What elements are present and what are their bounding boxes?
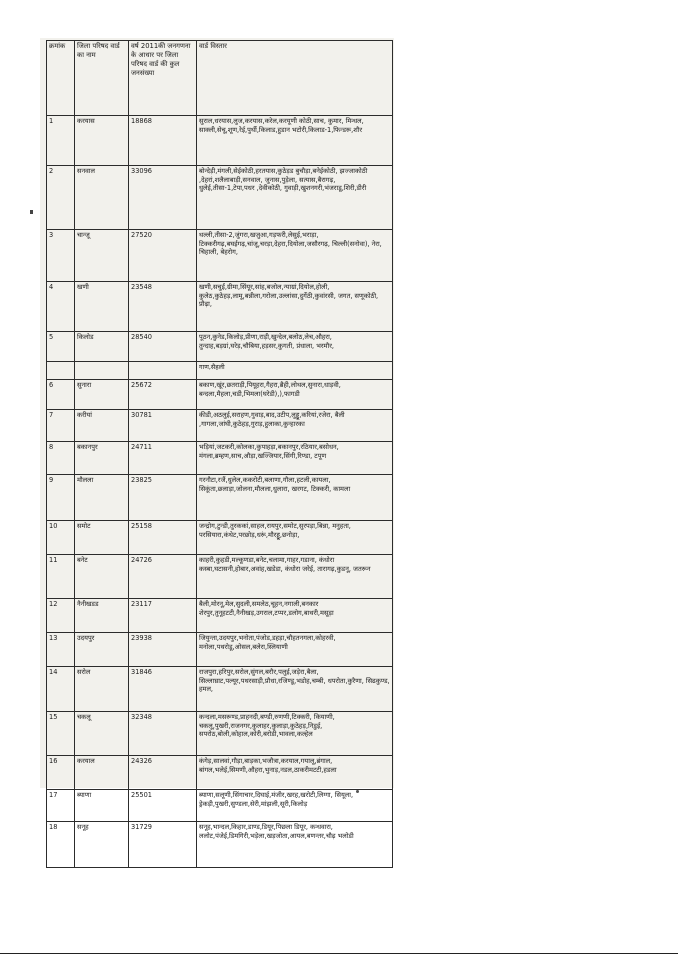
ward-name: करयास — [75, 116, 129, 166]
ward-population: 23825 — [129, 475, 197, 521]
ward-name: बनेट — [75, 555, 129, 599]
ward-name: चकलू — [75, 712, 129, 756]
table-row — [47, 555, 393, 599]
ward-extent: सनूह,भान्दल,किहार,डाण्ड,डियूर,पिछला डियूर, कन्धवारा, ललोट,पंजेई,डिमगिरी,भड़ेला,खड़जोता,आयल,बणन्तर,चौढ़ भलोडी — [197, 822, 393, 868]
ward-serial: 3 — [47, 230, 75, 282]
ward-extent: बकाण,खूंर,छतराड़ी,पियूहरा,गैहरा,ब्रैही,लोथल,सुनारा,धाड़वी, बन्दला,मैहला,चडी,भिमला(घरेडी),),फागडी — [197, 380, 393, 410]
ward-extent: सुराल,धरयास,लुज,करयास,करेल,करयूणी कोठी,साच, कुमार, मिन्धल, साक्ली,सेचू,शूण,रेई,पुर्थी,किलाड,हुडान भटोरी,किलाड-1,फिन्डरू,शौर — [197, 116, 393, 166]
table-row — [47, 790, 393, 822]
ward-extent: बोन्देड़ी,मंगली,सेईकोठी,हरतयास,कुठेड़ड बुचौड़ा,बनेईकोठी, झज्जाकोठी ,देहरां,शलैलाबाड़ी,सनवाल, जुनास,पुड़ेला, सत्यास,बैरागढ़, धुलेई,तीसा-1,टेपा,पधर ,देवीकोठी, गुवाड़ी,खुशनगरी,भंजराडू,शिरी,डीरी — [197, 166, 393, 230]
ward-population: 28540 — [129, 332, 197, 362]
ward-serial: 7 — [47, 410, 75, 442]
table-row — [47, 116, 393, 166]
ward-extent: थल्ली,तीसा-2,जुंगरा,खजुआ,गड़फरी,लेसुई,भराड़ा, टिक्करीगढ़,बघईगढ़,चांजू,चरड़ा,देहरा,दियोला,जसौरगढ़, चिल्ली(सनोवा), नेरा, चिहाली, बेहरोग, — [197, 230, 393, 282]
ward-extent: जियुन्ता,उदयपुर,भनोता,पंजोड,डहड़ा,चौहतनगला,कोहरवी, मनोला,पथरोडू,ओसल,बलेरा,स्लियाणी — [197, 633, 393, 667]
ward-name: सनवाल — [75, 166, 129, 230]
ward-serial: 11 — [47, 555, 75, 599]
table-row — [47, 166, 393, 230]
header-serial: क्रमांक — [47, 41, 75, 116]
table-row — [47, 230, 393, 282]
ward-population: 23548 — [129, 282, 197, 332]
ward-population: 18868 — [129, 116, 197, 166]
ward-serial: 12 — [47, 599, 75, 633]
table-row — [47, 599, 393, 633]
ward-name: सरोल — [75, 667, 129, 712]
ward-serial: 10 — [47, 521, 75, 555]
ward-population: 24726 — [129, 555, 197, 599]
ward-population: 25158 — [129, 521, 197, 555]
ward-population: 24326 — [129, 756, 197, 790]
scan-mark — [30, 210, 33, 214]
ward-population: 33096 — [129, 166, 197, 230]
table-row — [47, 380, 393, 410]
table-header-row — [47, 41, 393, 116]
ward-serial: 1 — [47, 116, 75, 166]
ward-serial: 18 — [47, 822, 75, 868]
ward-population: 23938 — [129, 633, 197, 667]
table-row — [47, 475, 393, 521]
table-row — [47, 442, 393, 475]
ward-extent: जन्द्रोग,टुन्डी,तुरककां,साहल,रायपुर,समोट,सुरपड़ा,बिन्ना, मनुहता, परसियारा,कंथेट,परछोड़,धरूं,मौरड्डू,छनोड़ा, — [197, 521, 393, 555]
table-row — [47, 667, 393, 712]
ward-serial: 6 — [47, 380, 75, 410]
ward-population: 23117 — [129, 599, 197, 633]
ward-name: समोट — [75, 521, 129, 555]
ward-name: चान्जू — [75, 230, 129, 282]
ward-serial: 2 — [47, 166, 75, 230]
table-row — [47, 712, 393, 756]
ward-extent: पूठन,कुनेड,किलोड़,प्रीणा,राड़ी,खुन्देल,बलोठ,लेच,औहरा, तुन्दाह,बड़ग्रां,घरेड़,चौबिया,हड़सर,कुगती, प्रंधाला, भरमौर, — [197, 332, 393, 362]
table-row — [47, 521, 393, 555]
ward-table — [46, 40, 393, 868]
scan-dot — [356, 790, 359, 793]
ward-name: सुनारा — [75, 380, 129, 410]
ward-extent: राजपुरा,हरिपुर,सरोल,सुंगल,बरौर,पलुई,जड़ेरा,बैला, सिल्लाघ्राट,पल्यूर,पथरसाड़ी,प्रौधा,रजिण्डू,भडोह,चम्बी, धपरोता,कुरैणा, सिढकुण्ड, हमल, — [197, 667, 393, 712]
ward-population — [129, 362, 197, 380]
ward-name: बकानपुर — [75, 442, 129, 475]
table-row — [47, 822, 393, 868]
header-population: वर्ष 2011की जनगणना के आधार पर जिला परिषद वार्ड की कुल जनसंख्या — [129, 41, 197, 116]
ward-serial: 16 — [47, 756, 75, 790]
ward-extent: भड़ियां,जटकरी,कोलका,कुपाहड़ा,बकानपुर,रठियार,बसोधन, मंगला,ब्रम्हण,साच,औड़ा,खज्जियार,सिंगी,रिण्डा, टपूण — [197, 442, 393, 475]
ward-extent: कंगेड़,सालवां,गौड़ा,बाड़का,भजौत्रा,करयाल,गयालू,ब्रंगाल, बांगल,भलेई,सिमणी,औहरा,भुनाड़,नडल,ठाकरीमटटी,हडला — [197, 756, 393, 790]
ward-population: 25672 — [129, 380, 197, 410]
ward-name: किलोड — [75, 332, 129, 362]
table-row — [47, 633, 393, 667]
header-ward-name: जिला परिषद वार्ड का नाम — [75, 41, 129, 116]
ward-extent: खणी,सचुईं,ग्रीमा,सिंयूर,सांह,बजोल,न्याग्रां,दियोल,होली, कुलेठ,कुठेहड़,लामू,बन्नीला,गरोला,उल्लांसा,दुर्गेठी,कुवांरसी, जगत, सणूकोठी, प्रौढ़ा, — [197, 282, 393, 332]
ward-name: सनूह — [75, 822, 129, 868]
ward-name: मौलला — [75, 475, 129, 521]
ward-extent: गाण,सैहली — [197, 362, 393, 380]
ward-serial: 17 — [47, 790, 75, 822]
table-row — [47, 410, 393, 442]
ward-extent: काहरी,कुहडी,मल्कूणडा,बनेट,चलामा,गाहर,गडाना, कंधोरा कस्बा,घटासनी,होबार,अवांह,खडेडा, कंधोरा जरेई, तारागढ़,कुडनू, जतरून — [197, 555, 393, 599]
ward-name: करयाल — [75, 756, 129, 790]
ward-extent: बैली,मोरनू,मेल,सुदली,समलेठ,चूहन,नगाली,बनकार शेरपुर,तुनूहटटी,नैनीखड़,उगराल,टप्पर,डलोग,बाथरी,मसूड़ा — [197, 599, 393, 633]
ward-name: खणी — [75, 282, 129, 332]
ward-population: 31729 — [129, 822, 197, 868]
ward-population: 31846 — [129, 667, 197, 712]
ward-name: उदयपुर — [75, 633, 129, 667]
ward-serial: 9 — [47, 475, 75, 521]
table-row — [47, 332, 393, 362]
ward-table-body — [47, 116, 393, 868]
page-bottom-rule — [0, 953, 678, 954]
ward-population: 30781 — [129, 410, 197, 442]
ward-serial: 15 — [47, 712, 75, 756]
ward-population: 32348 — [129, 712, 197, 756]
ward-population: 24711 — [129, 442, 197, 475]
ward-serial: 8 — [47, 442, 75, 475]
table-row — [47, 756, 393, 790]
table-row — [47, 362, 393, 380]
ward-name: करीयां — [75, 410, 129, 442]
ward-serial: 4 — [47, 282, 75, 332]
ward-name: ब्याणा — [75, 790, 129, 822]
ward-name — [75, 362, 129, 380]
ward-extent: कीडी,अठलुई,सराहण,गुवाड़,बाद,उटीप,लुड्डू,करियां,रजेरा, बैली ,गागला,जांघी,कुठेहड़,गुराड़,हुलाका,कुन्हारका — [197, 410, 393, 442]
header-extent: वार्ड विस्तार — [197, 41, 393, 116]
ward-serial: 13 — [47, 633, 75, 667]
ward-extent: कन्दला,मसरूण्ड,प्राहनदी,बण्डी,रुणणी,टिक्करी, कियाणी, चकलू,पुखरी,राजनगर,कुलाहर,कुलाड़ा,कुठेहड़,निडुई, सपरोठ,बोली,कोहाल,कोरी,बरोडी,भावला,कल्हेल — [197, 712, 393, 756]
ward-extent: ब्याणा,सलूणी,सिंगाचार,दिघाई,मंजीर,खरह,खरोटी,लिग्गा, सियूला, ड्रेकड़ी,पुखरी,सुण्डला,सेरी,मांझली,सूरी,किलोड़ — [197, 790, 393, 822]
ward-name: नैनीखडड — [75, 599, 129, 633]
ward-population: 25501 — [129, 790, 197, 822]
ward-serial — [47, 362, 75, 380]
ward-serial: 14 — [47, 667, 75, 712]
ward-serial: 5 — [47, 332, 75, 362]
ward-population: 27520 — [129, 230, 197, 282]
table-row — [47, 282, 393, 332]
ward-extent: गरनौटा,रजैं,धुलेल,ककरोटी,बलाणा,गौला,हटली,कायला, सिकूंता,छलाड़ा,जोलना,मौलला,धुलारा, खरगट, टिक्करी, कामला — [197, 475, 393, 521]
